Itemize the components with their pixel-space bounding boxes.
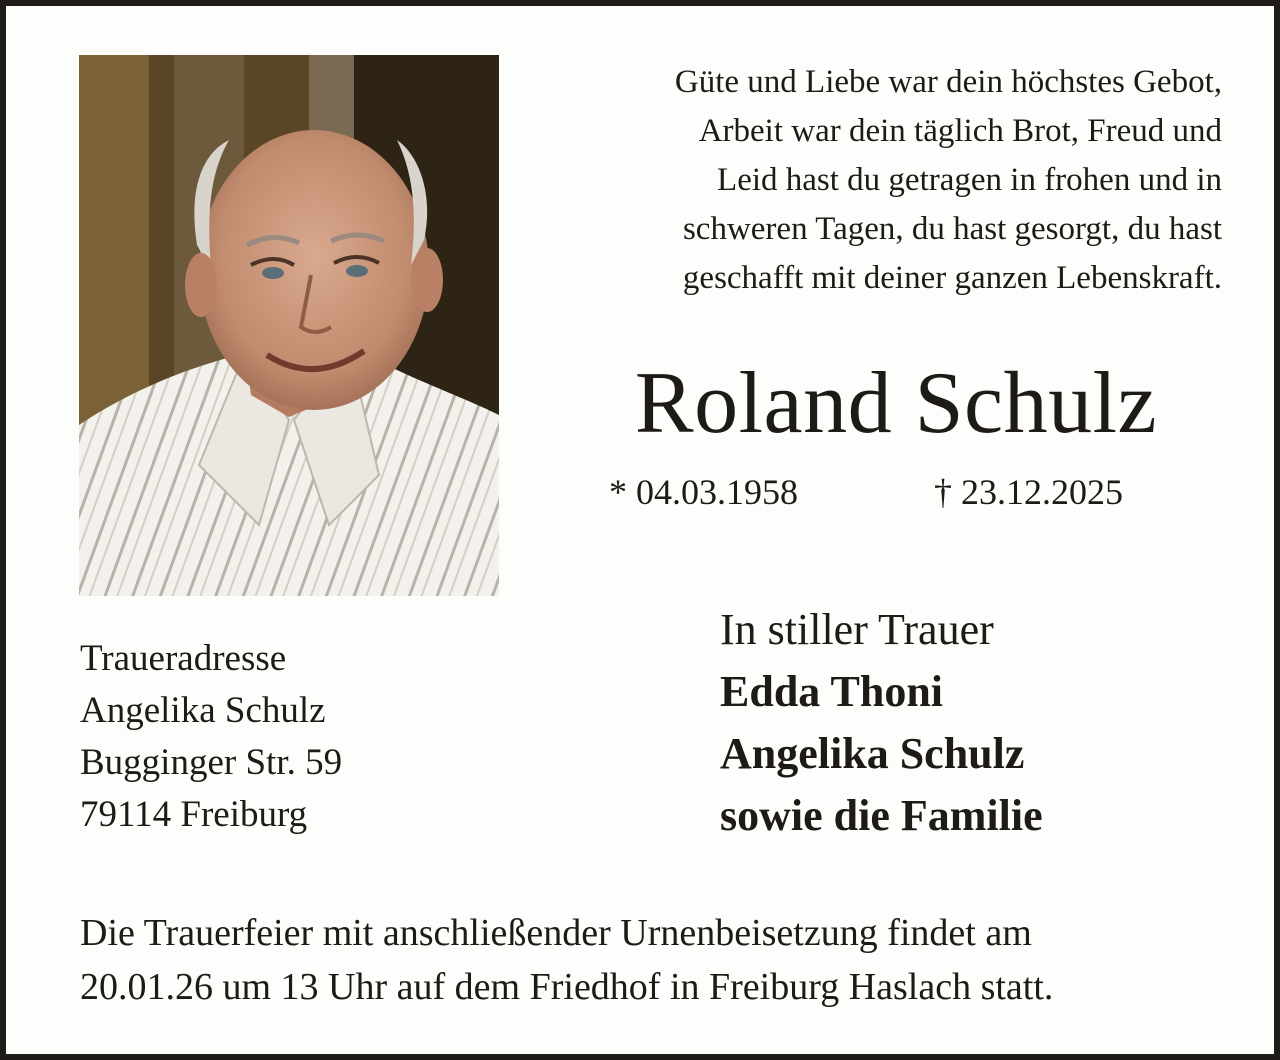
poem-line: Güte und Liebe war dein höchstes Gebot, <box>674 64 1222 100</box>
memorial-poem <box>536 58 1222 303</box>
service-line: 20.01.26 um 13 Uhr auf dem Friedhof in Freiburg Haslach statt. <box>80 966 1054 1008</box>
mourning-address <box>80 633 342 841</box>
mourners-block <box>720 599 1043 847</box>
funeral-service-info <box>80 906 1220 1014</box>
mourner-name: Edda Thoni <box>720 667 944 716</box>
mourner-name: sowie die Familie <box>720 791 1043 840</box>
address-line: 79114 Freiburg <box>80 794 308 835</box>
address-line: Traueradresse <box>80 638 287 679</box>
address-line: Angelika Schulz <box>80 690 326 731</box>
poem-line: Arbeit war dein täglich Brot, Freud und <box>698 113 1222 149</box>
birth-date: * 04.03.1958 <box>609 472 798 512</box>
poem-line: geschafft mit deiner ganzen Lebenskraft. <box>682 260 1222 296</box>
service-line: Die Trauerfeier mit anschließender Urnenbeisetzung findet am <box>80 912 1032 954</box>
address-line: Bugginger Str. 59 <box>80 742 343 783</box>
poem-line: schweren Tagen, du hast gesorgt, du hast <box>682 211 1222 247</box>
death-date: † 23.12.2025 <box>934 472 1123 512</box>
poem-line: Leid hast du getragen in frohen und in <box>717 162 1222 198</box>
deceased-name: Roland Schulz <box>634 355 1158 452</box>
mourner-name: Angelika Schulz <box>720 729 1025 778</box>
portrait-photo <box>79 55 499 596</box>
mourners-intro: In stiller Trauer <box>720 605 994 654</box>
